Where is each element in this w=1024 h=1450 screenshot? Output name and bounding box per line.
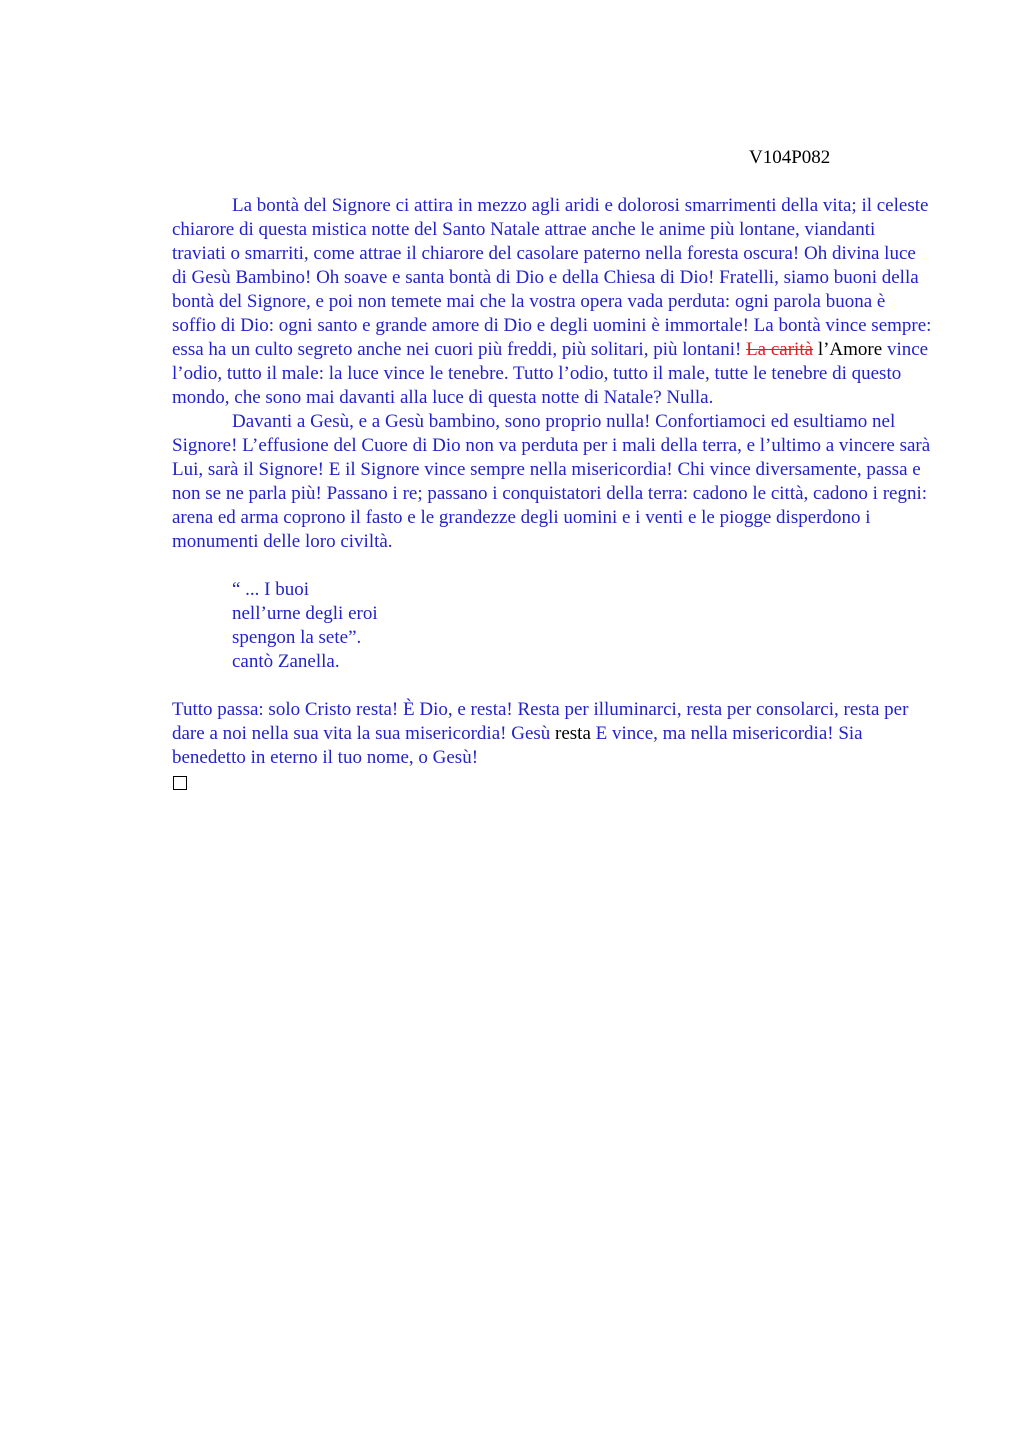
spacer xyxy=(172,674,932,698)
verse-line: spengon la sete”. xyxy=(232,627,362,648)
paragraph-1-text-a: La bontà del Signore ci attira in mezzo agli aridi e dolorosi smarrimenti della vita; il celeste chiarore di questa mistica notte del Santo Natale attrae anche le anime più lontane, viandanti traviati o smarriti, come attrae il chiarore del casolare paterno nella foresta oscura! Oh divina luce di Gesù Bambino! Oh soave e santa bontà di Dio e della Chiesa di Dio! Fratelli, siamo buoni della bontà del Signore, e poi non temete mai che la vostra opera vada perduta: ogni parola buona è soffio di Dio: ogni santo e grande amore di Dio e degli uomini è immortale! La bontà vince sempre: essa ha un culto segreto anche nei cuori più freddi, più solitari, più lontani! xyxy=(172,195,932,360)
paragraph-3-text-b: E vince, ma nella misericordia! Sia benedetto in eterno il tuo nome, o Gesù! xyxy=(172,723,863,768)
page-id: V104P082 xyxy=(749,147,831,168)
verse-line: cantò Zanella. xyxy=(232,651,340,672)
paragraph-2: Davanti a Gesù, e a Gesù bambino, sono proprio nulla! Confortiamoci ed esultiamo nel Signore! L’effusione del Cuore di Dio non va perduta per i mali della terra, e l’ultimo a vincere sarà Lui, sarà il Signore! E il Signore vince sempre nella misericordia! Chi vince diversamente, passa e non se ne parla più! Passano i re; passano i conquistatori della terra: cadono le città, cadono i regni: arena ed arma coprono il fasto e le grandezze degli uomini e i venti e le piogge disperdono i monumenti delle loro civiltà. xyxy=(172,411,931,552)
verse-line: “ ... I buoi xyxy=(232,579,310,600)
paragraph-3 xyxy=(172,698,932,770)
inserted-text: resta xyxy=(555,723,591,744)
document-body xyxy=(172,194,932,790)
verse-line: nell’urne degli eroi xyxy=(232,603,378,624)
paragraph-1-text-b: vince l’odio, tutto il male: la luce vince le tenebre. Tutto l’odio, tutto il male, tutte le tenebre di questo mondo, che sono mai davanti alla luce di questa notte di Natale? Nulla. xyxy=(172,339,929,408)
deleted-text: La carità xyxy=(746,339,814,360)
spacer xyxy=(172,554,932,578)
paragraph-3-text-a: Tutto passa: solo Cristo resta! È Dio, e resta! Resta per illuminarci, resta per consolarci, resta per dare a noi nella sua vita la sua misericordia! Gesù xyxy=(172,699,909,744)
end-marker-box-icon xyxy=(173,776,187,790)
verse-quote xyxy=(232,578,932,674)
inserted-text: l’Amore xyxy=(817,339,883,360)
paragraph-1 xyxy=(172,194,932,410)
